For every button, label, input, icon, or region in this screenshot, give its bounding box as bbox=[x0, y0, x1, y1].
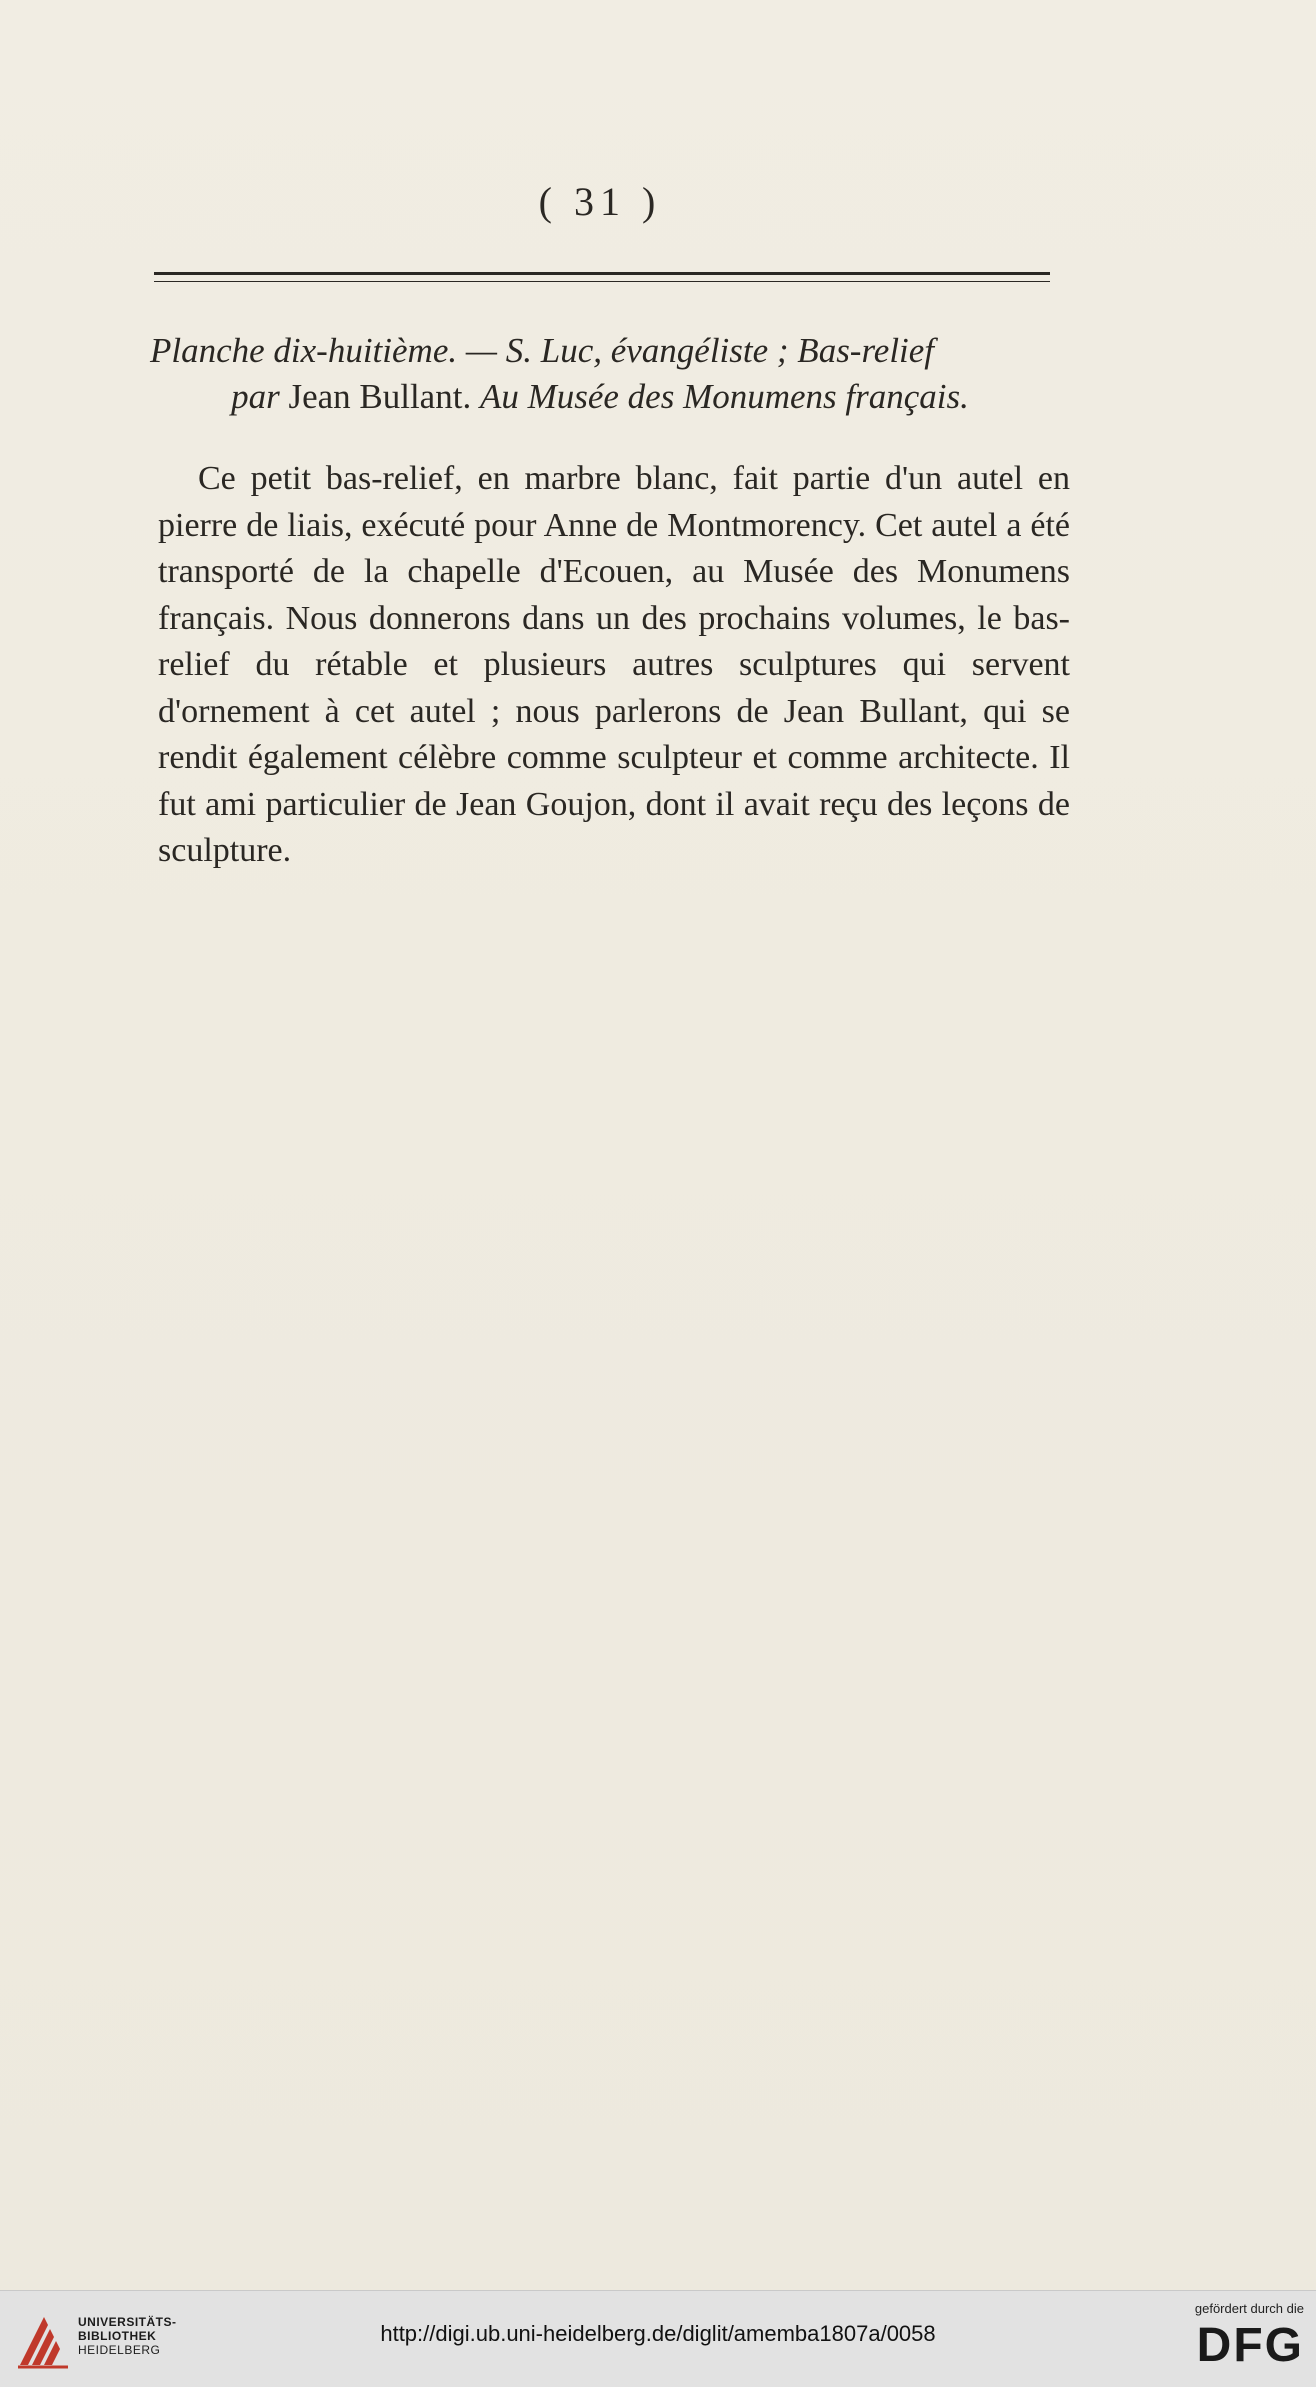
heading-line2-prefix: par bbox=[231, 377, 280, 416]
sponsor-caption: gefördert durch die bbox=[1194, 2301, 1304, 2316]
body-text bbox=[158, 456, 1070, 875]
library-name-line1: UNIVERSITÄTS- bbox=[78, 2315, 177, 2329]
sponsor-block bbox=[1144, 2301, 1304, 2372]
library-name-line3: HEIDELBERG bbox=[78, 2343, 161, 2357]
source-url-link[interactable]: http://digi.ub.uni-heidelberg.de/diglit/amemba1807a/0058 bbox=[380, 2321, 936, 2346]
library-name-line2: BIBLIOTHEK bbox=[78, 2329, 157, 2343]
heading-line2 bbox=[150, 374, 1070, 420]
footer-bar bbox=[0, 2290, 1316, 2387]
header-rule-thin bbox=[154, 281, 1050, 282]
header-rule-thick bbox=[154, 272, 1050, 275]
plate-heading bbox=[150, 328, 1070, 420]
heading-author: Jean Bullant. bbox=[279, 377, 480, 416]
dfg-logo: DFG bbox=[1196, 2319, 1304, 2372]
body-paragraph: Ce petit bas-relief, en marbre blanc, fait partie d'un autel en pierre de liais, exécuté pour Anne de Montmorency. Cet autel a été transporté de la chapelle d'Ecouen, au Musée des Monumens français. Nous donnerons dans un des prochains volumes, le bas-relief du rétable et plusieurs autres sculptures qui servent d'ornement à cet autel ; nous parlerons de Jean Bullant, qui se rendit également célèbre comme sculpteur et comme architecte. Il fut ami particulier de Jean Goujon, dont il avait reçu des leçons de sculpture. bbox=[158, 460, 1070, 869]
heading-location: Au Musée des Monumens français. bbox=[479, 377, 969, 416]
page-number: ( 31 ) bbox=[538, 179, 662, 224]
heading-line1: Planche dix-huitième. — S. Luc, évangéliste ; Bas-relief bbox=[150, 331, 935, 370]
